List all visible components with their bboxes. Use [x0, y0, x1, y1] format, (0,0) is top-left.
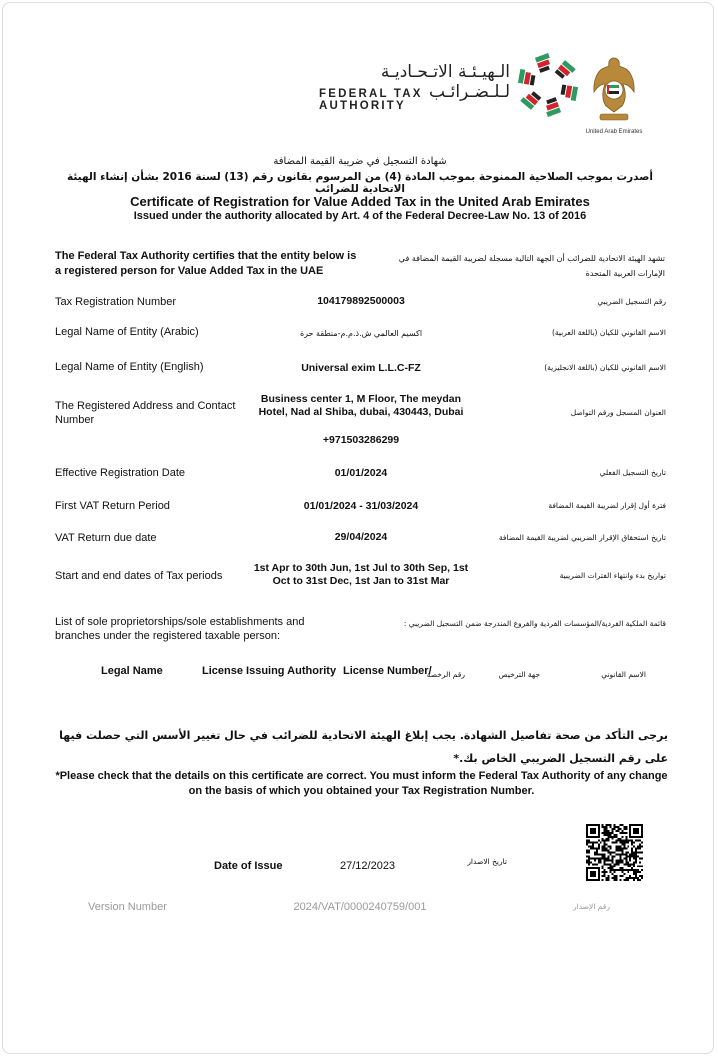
- establishments-text-arabic: قائمة الملكية الفردية/المؤسسات الفردية والفروع المندرجة ضمن التسجيل الضريبي :: [403, 619, 666, 628]
- establishments-text: List of sole proprietorships/sole establishments and branches under the registered taxable person:: [55, 616, 305, 642]
- address-label-arabic: العنوان المسجل ورقم التواصل: [570, 408, 666, 417]
- tax-periods-label-arabic: تواريخ بدء وانتهاء الفترات الضريبية: [559, 571, 666, 580]
- col-license-number: License Number/: [343, 665, 432, 677]
- uae-caption: United Arab Emirates: [585, 129, 643, 135]
- tax-periods-value: 1st Apr to 30th Jun, 1st Jul to 30th Sep, 1st Oct to 31st Dec, 1st Jan to 31st Mar: [253, 562, 469, 587]
- due-date-label-arabic: تاريخ استحقاق الإقرار الضريبي لضريبة القيمة المضافة: [498, 533, 666, 542]
- address-label: The Registered Address and Contact Number: [55, 400, 236, 426]
- legal-name-arabic-label-arabic: الاسم القانوني للكيان (باللغة العربية): [551, 328, 666, 337]
- fta-logo-icon: [515, 52, 581, 118]
- date-of-issue-label: Date of Issue: [214, 860, 283, 872]
- certifies-english: The Federal Tax Authority certifies that the entity below is a registered person for Value Added Tax in the UAE: [55, 250, 357, 277]
- date-of-issue-label-arabic: تاريخ الاصدار: [467, 857, 507, 866]
- col-license-authority-arabic: جهة الترخيص: [498, 670, 540, 679]
- legal-name-english-label-arabic: الاسم القانوني للكيان (باللغة الانجليزية): [544, 363, 666, 372]
- address-value: Business center 1, M Floor, The meydan Hotel, Nad al Shiba, dubai, 430443, Dubai: [258, 393, 464, 418]
- first-return-value: 01/01/2024 - 31/03/2024: [303, 500, 419, 512]
- version-number-label-arabic: رقم الإصدار: [573, 902, 610, 911]
- version-number-label: Version Number: [88, 901, 167, 913]
- col-license-authority: License Issuing Authority: [202, 665, 337, 677]
- certifies-arabic: تشهد الهيئة الاتحادية للضرائب أن الجهة التالية مسجلة لضريبة القيمة المضافة في الإمارات العربية المتحدة: [398, 254, 665, 278]
- tax-periods-label: Start and end dates of Tax periods: [55, 570, 223, 582]
- trn-label-arabic: رقم التسجيل الضريبي: [597, 297, 666, 306]
- uae-emblem-icon: [590, 52, 638, 130]
- first-return-label-arabic: فترة أول إقرار لضريبة القيمة المضافة: [548, 501, 666, 510]
- version-number-value: 2024/VAT/0000240759/001: [293, 901, 427, 913]
- first-return-label: First VAT Return Period: [55, 500, 170, 512]
- legal-name-english-value: Universal exim L.L.C-FZ: [301, 362, 421, 374]
- due-date-label: VAT Return due date: [55, 532, 157, 544]
- subtitle-arabic: أصدرت بموجب الصلاحية الممنوحة بموجب المادة (4) من المرسوم بقانون رقم (13) لسنة 2016 بشأن إنشاء الهيئة الاتحادية للضرائب: [67, 171, 653, 195]
- org-name-english: FEDERAL TAX AUTHORITY: [319, 88, 423, 112]
- due-date-value: 29/04/2024: [334, 531, 388, 543]
- notice-english: *Please check that the details on this certificate are correct. You must inform the Federal Tax Authority of any change on the basis of which you obtained your Tax Registration Number.: [55, 770, 668, 797]
- contact-number-value: +971503286299: [322, 434, 400, 446]
- col-legal-name-arabic: الاسم القانوني: [601, 670, 646, 679]
- title-english: Certificate of Registration for Value Added Tax in the United Arab Emirates: [130, 194, 590, 209]
- date-of-issue-value: 27/12/2023: [340, 860, 396, 872]
- effective-date-label-arabic: تاريخ التسجيل الفعلي: [599, 468, 666, 477]
- trn-label: Tax Registration Number: [55, 296, 177, 308]
- effective-date-label: Effective Registration Date: [55, 467, 186, 479]
- subtitle-english: Issued under the authority allocated by Art. 4 of the Federal Decree-Law No. 13 of 2016: [133, 210, 587, 222]
- legal-name-english-label: Legal Name of Entity (English): [55, 361, 204, 373]
- qr-code-icon: [586, 824, 643, 881]
- col-license-number-arabic: رقم الرخصة: [426, 670, 465, 679]
- trn-value: 104179892500003: [317, 295, 405, 307]
- effective-date-value: 01/01/2024: [334, 467, 388, 479]
- legal-name-arabic-value: اكسيم العالمي ش.ذ.م.م-منطقة حرة: [299, 329, 423, 338]
- col-legal-name: Legal Name: [101, 665, 163, 677]
- legal-name-arabic-label: Legal Name of Entity (Arabic): [55, 326, 199, 338]
- title-arabic: شهادة التسجيل في ضريبة القيمة المضافة: [273, 156, 447, 167]
- notice-arabic: يرجى التأكد من صحة تفاصيل الشهادة. يجب إبلاغ الهيئة الاتحادية للضرائب في حال تغيير الأسس التي حصلت فيها على رقم التسجيل الضريبي الخاص بك.*: [59, 729, 668, 765]
- org-name-arabic: الـهيـئـة الاتـحـاديـة لـلـضـرائـب: [380, 62, 510, 102]
